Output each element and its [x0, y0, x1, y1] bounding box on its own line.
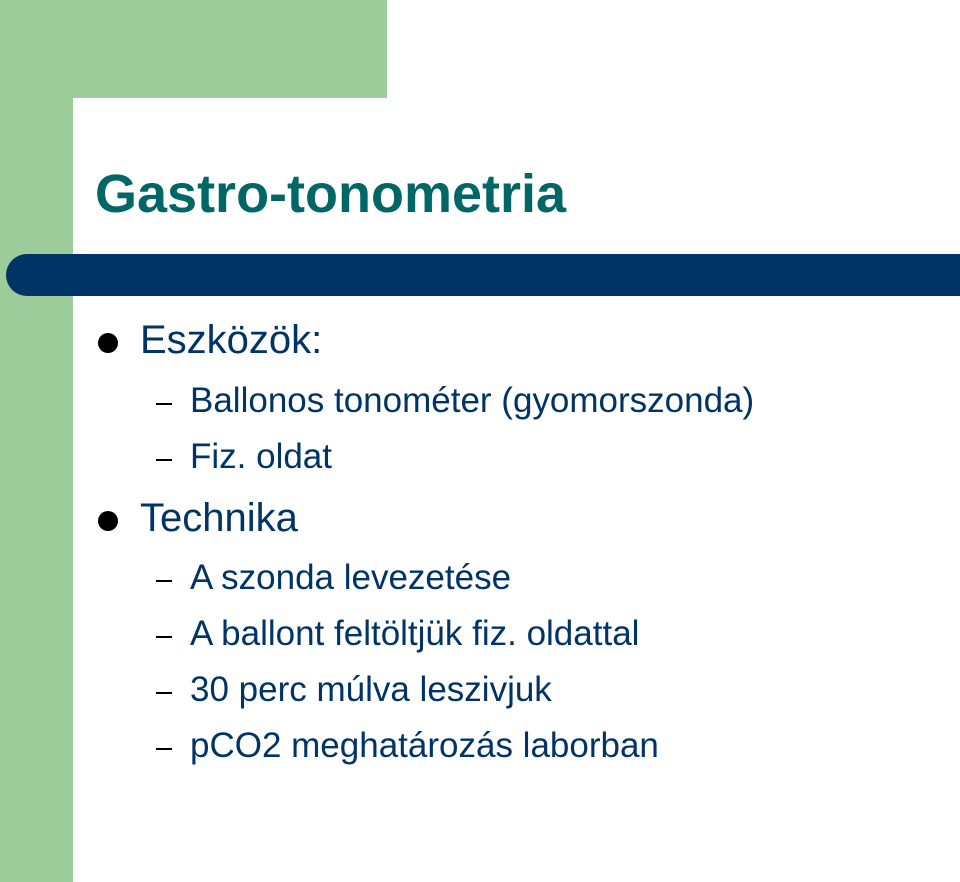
section-heading-technika: Technika — [140, 496, 298, 540]
list-item: Fiz. oldat — [190, 437, 332, 476]
section-heading-eszkozok: Eszközök: — [140, 318, 323, 362]
dash-icon — [156, 692, 172, 694]
bullet-icon — [98, 511, 118, 531]
dash-icon — [156, 636, 172, 638]
list-item: A szonda levezetése — [190, 558, 512, 597]
dash-icon — [156, 459, 172, 461]
list-item: pCO2 meghatározás laborban — [190, 726, 659, 765]
dash-icon — [156, 403, 172, 405]
bullet-icon — [98, 333, 118, 353]
dash-icon — [156, 580, 172, 582]
list-item: A ballont feltöltjük fiz. oldattal — [190, 614, 640, 653]
slide-title: Gastro-tonometria — [95, 164, 567, 224]
list-item: Ballonos tonométer (gyomorszonda) — [190, 381, 755, 420]
list-item: 30 perc múlva leszivjuk — [190, 670, 552, 709]
dash-icon — [156, 748, 172, 750]
